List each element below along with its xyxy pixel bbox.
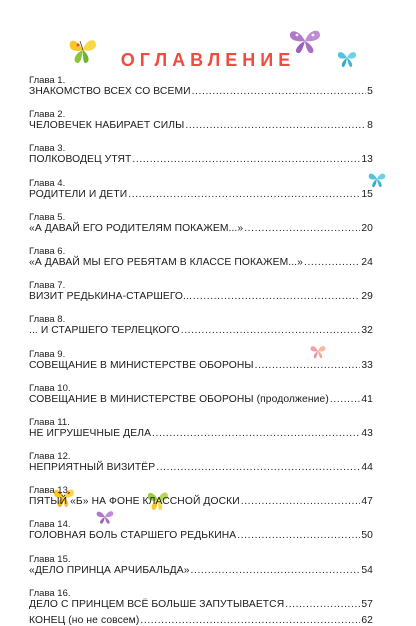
purple-butterfly-icon: [287, 26, 323, 56]
page-number: 44: [361, 462, 373, 474]
chapter-number: Глава 3.: [29, 143, 66, 155]
page-number: 13: [361, 154, 373, 166]
chapter-title: РОДИТЕЛИ И ДЕТИ: [29, 188, 128, 200]
yellow-butterfly-icon: [66, 33, 100, 67]
toc-entry[interactable]: [29, 517, 373, 551]
cyan-butterfly-icon: [336, 47, 358, 69]
chapter-number: Глава 7.: [29, 280, 66, 292]
chapter-title: «А ДАВАЙ ЕГО РОДИТЕЛЯМ ПОКАЖЕМ...»: [29, 222, 244, 234]
chapter-title: ... И СТАРШЕГО ТЕРЛЕЦКОГО: [29, 325, 180, 337]
chapter-number: Глава 13.: [29, 485, 71, 497]
chapter-title: НЕ ИГРУШЕЧНЫЕ ДЕЛА: [29, 427, 152, 439]
chapter-title: ПЯТЫЙ «Б» НА ФОНЕ КЛАССНОЙ ДОСКИ: [29, 496, 240, 508]
toc-entry[interactable]: [29, 347, 373, 381]
chapter-title: СОВЕЩАНИЕ В МИНИСТЕРСТВЕ ОБОРОНЫ: [29, 359, 254, 371]
chapter-number: Глава 10.: [29, 382, 71, 394]
dot-leader: [192, 86, 367, 97]
chapter-number: Глава 6.: [29, 245, 66, 257]
toc-entry[interactable]: [29, 483, 373, 517]
chapter-title: ЧЕЛОВЕЧЕК НАБИРАЕТ СИЛЫ: [29, 120, 185, 132]
toc-entry[interactable]: [29, 415, 373, 449]
page-number: 43: [361, 427, 373, 439]
chapter-number: Глава 9.: [29, 348, 66, 360]
chapter-title: «А ДАВАЙ МЫ ЕГО РЕБЯТАМ В КЛАССЕ ПОКАЖЕМ...»: [29, 256, 303, 268]
chapter-title: КОНЕЦ (но не совсем): [29, 614, 140, 626]
dot-leader: [330, 394, 360, 405]
chapter-title: ГОЛОВНАЯ БОЛЬ СТАРШЕГО РЕДЬКИНА: [29, 530, 237, 542]
toc-entry[interactable]: [29, 381, 373, 415]
chapter-number: Глава 4.: [29, 177, 66, 189]
chapter-title: «ДЕЛО ПРИНЦА АРЧИБАЛЬДА»: [29, 564, 190, 576]
chapter-number: Глава 15.: [29, 553, 71, 565]
toc-entry[interactable]: [29, 176, 373, 210]
page-number: 47: [361, 496, 373, 508]
dot-leader: [255, 360, 361, 371]
chapter-title: ДЕЛО С ПРИНЦЕМ ВСЁ БОЛЬШЕ ЗАПУТЫВАЕТСЯ: [29, 598, 285, 610]
toc-entry[interactable]: [29, 312, 373, 346]
toc-entry[interactable]: [29, 244, 373, 278]
table-of-contents: [29, 73, 373, 626]
page-number: 24: [361, 256, 373, 268]
toc-entry[interactable]: [29, 449, 373, 483]
page-number: 32: [361, 325, 373, 337]
chapter-number: Глава 16.: [29, 587, 71, 599]
dot-leader: [181, 325, 361, 336]
page-number: 33: [361, 359, 373, 371]
chapter-number: Глава 14.: [29, 519, 71, 531]
dot-leader: [140, 615, 360, 626]
chapter-title: СОВЕЩАНИЕ В МИНИСТЕРСТВЕ ОБОРОНЫ (продолжение): [29, 393, 329, 405]
dot-leader: [241, 496, 361, 507]
toc-entry[interactable]: [29, 606, 373, 626]
page-number: 41: [361, 393, 373, 405]
dot-leader: [237, 530, 360, 541]
page-number: 57: [361, 598, 373, 610]
chapter-number: Глава 8.: [29, 314, 66, 326]
dot-leader: [244, 223, 360, 234]
dot-leader: [193, 291, 360, 302]
toc-entry[interactable]: [29, 210, 373, 244]
toc-entry[interactable]: [29, 141, 373, 175]
chapter-title: НЕПРИЯТНЫЙ ВИЗИТЁР: [29, 462, 156, 474]
page-number: 20: [361, 222, 373, 234]
dot-leader: [132, 154, 360, 165]
page-number: 29: [361, 291, 373, 303]
toc-entry[interactable]: [29, 586, 373, 610]
toc-entry[interactable]: [29, 552, 373, 586]
page-number: 62: [361, 614, 373, 626]
chapter-number: Глава 5.: [29, 211, 66, 223]
toc-entry[interactable]: [29, 73, 373, 107]
dot-leader: [185, 120, 366, 131]
dot-leader: [304, 257, 360, 268]
chapter-number: Глава 12.: [29, 451, 71, 463]
page-number: 50: [361, 530, 373, 542]
chapter-number: Глава 1.: [29, 75, 66, 86]
page-title: ОГЛАВЛЕНИЕ: [120, 50, 296, 70]
dot-leader: [156, 462, 360, 473]
page-number: 54: [361, 564, 373, 576]
dot-leader: [128, 189, 360, 200]
page-number: 15: [361, 188, 373, 200]
chapter-number: Глава 2.: [29, 109, 66, 121]
dot-leader: [191, 565, 361, 576]
chapter-title: ЗНАКОМСТВО ВСЕХ СО ВСЕМИ: [29, 86, 191, 97]
toc-entry[interactable]: [29, 107, 373, 141]
page-number: 5: [367, 86, 373, 97]
dot-leader: [152, 428, 360, 439]
chapter-title: ПОЛКОВОДЕЦ УТЯТ: [29, 154, 132, 166]
page-number: 8: [367, 120, 373, 132]
chapter-title: ВИЗИТ РЕДЬКИНА-СТАРШЕГО...: [29, 291, 192, 303]
toc-entry[interactable]: [29, 278, 373, 312]
chapter-number: Глава 11.: [29, 416, 70, 428]
